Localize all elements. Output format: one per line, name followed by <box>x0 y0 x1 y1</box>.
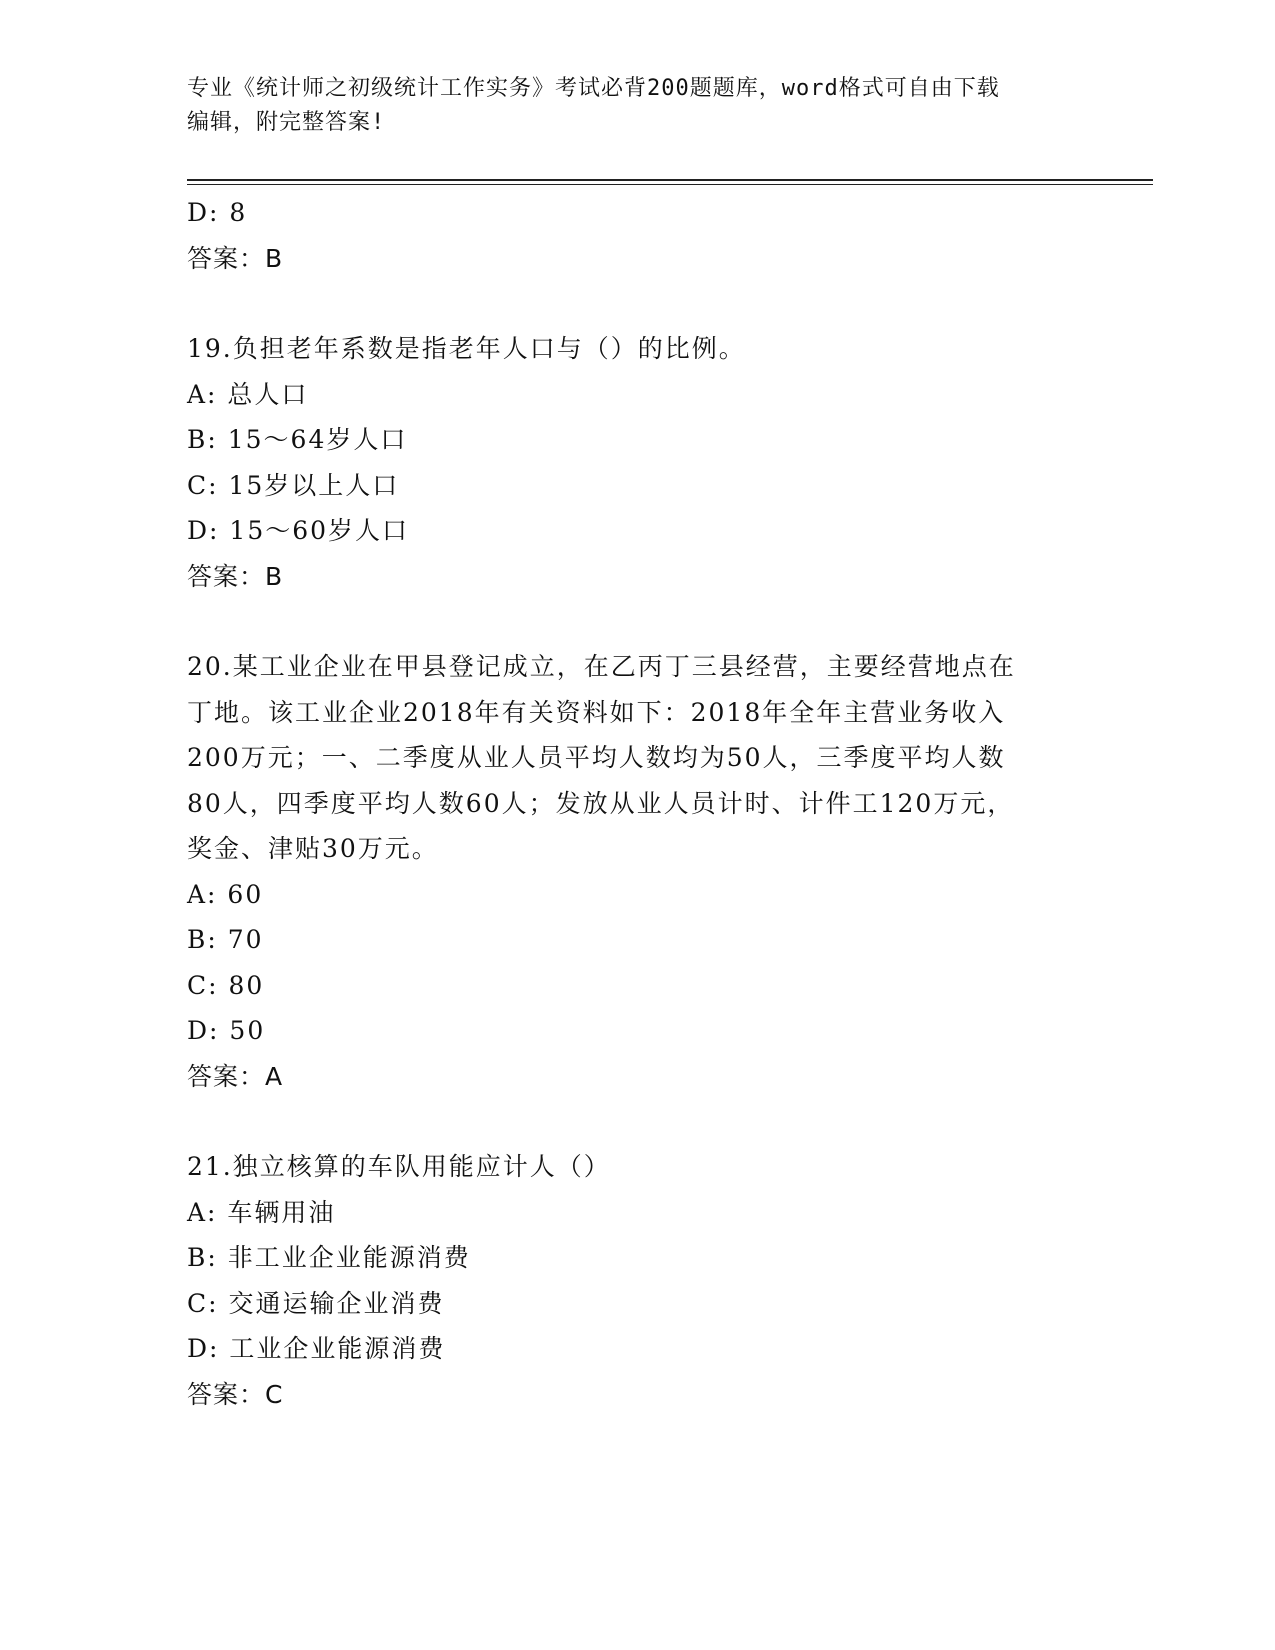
spacer <box>187 1099 1087 1144</box>
option-d: D: 8 <box>187 198 248 227</box>
option-c: C: 80 <box>187 970 265 1000</box>
option-d: D: 50 <box>187 1016 266 1045</box>
option-a: A: 总人口 <box>187 379 309 409</box>
header-divider-thick <box>187 179 1153 181</box>
option-c: C: 交通运输企业消费 <box>187 1288 445 1318</box>
option-b: B: 非工业企业能源消费 <box>187 1243 471 1272</box>
question-20 <box>187 644 1087 1099</box>
option-d: D: 工业企业能源消费 <box>187 1334 446 1363</box>
question-21 <box>187 1144 1087 1417</box>
spacer <box>187 281 1087 326</box>
option-b: B: 15～64岁人口 <box>187 425 408 454</box>
question-stem-line-5: 奖金、津贴30万元。 <box>187 834 439 863</box>
option-c: C: 15岁以上人口 <box>187 470 400 500</box>
header-title-line-1: 专业《统计师之初级统计工作实务》考试必背200题题库，word格式可自由下载 <box>187 76 1000 101</box>
option-b: B: 70 <box>187 925 264 954</box>
answer-label: 答案：B <box>187 243 284 273</box>
answer-label: 答案：C <box>187 1379 284 1409</box>
question-stem-line-4: 80人，四季度平均人数60人；发放从业人员计时、计件工120万元， <box>187 788 1015 818</box>
question-list <box>187 190 1087 1417</box>
answer-label: 答案：B <box>187 561 284 591</box>
header-divider-thin <box>187 184 1153 185</box>
question-stem-line-1: 20.某工业企业在甲县登记成立，在乙丙丁三县经营，主要经营地点在 <box>187 652 1016 681</box>
question-stem: 19.负担老年系数是指老年人口与（）的比例。 <box>187 334 746 363</box>
spacer <box>187 599 1087 644</box>
question-stem: 21.独立核算的车队用能应计人（） <box>187 1152 611 1181</box>
question-18-tail <box>187 190 1087 281</box>
answer-label: 答案：A <box>187 1061 284 1091</box>
question-stem-line-2: 丁地。该工业企业2018年有关资料如下：2018年全年主营业务收入 <box>187 697 1006 727</box>
question-19 <box>187 326 1087 599</box>
option-a: A: 60 <box>187 879 264 909</box>
header-title-line-2: 编辑，附完整答案! <box>187 110 386 135</box>
option-a: A: 车辆用油 <box>187 1197 336 1227</box>
option-d: D: 15～60岁人口 <box>187 516 410 545</box>
question-stem-line-3: 200万元；一、二季度从业人员平均人数均为50人，三季度平均人数 <box>187 743 1006 772</box>
document-header <box>187 72 1087 140</box>
